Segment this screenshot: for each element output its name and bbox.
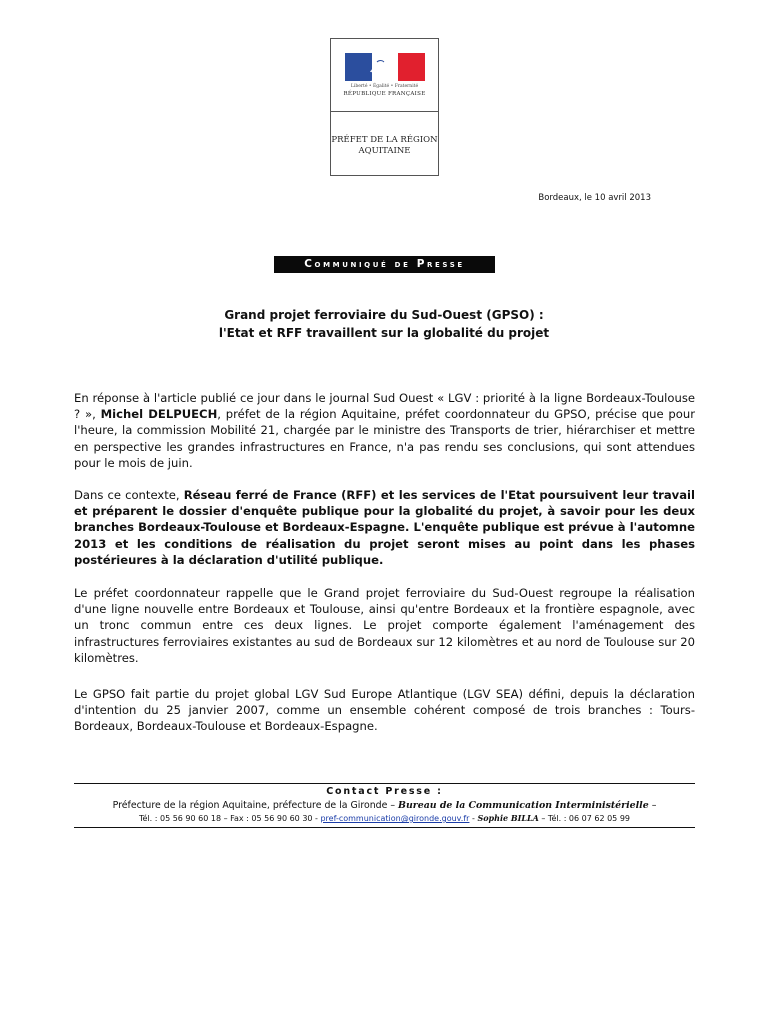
contact-prefecture: Préfecture de la région Aquitaine, préfecture de la Gironde – (112, 800, 399, 811)
republique-francaise-label: RÉPUBLIQUE FRANÇAISE (343, 91, 426, 97)
prefet-line-2: AQUITAINE (358, 146, 411, 156)
p2-text-a: Dans ce contexte, (74, 488, 184, 502)
contact-mobile: – Tél. : 06 07 62 05 99 (538, 814, 630, 823)
contact-person-name: Sophie BILLA (477, 813, 539, 823)
press-release-banner: Communiqué de Presse (274, 256, 495, 273)
p1-text-c: , préfet de la région Aquitaine, préfet coordonnateur du GPSO, précise que pour l'heure, la commission Mobilité 21, chargée par le ministre des Transports de trier, hiérarchiser et mettre en perspective les grandes infrastructures en France, n'a pas rendu ses conclusions, qui sont attendues pour le mois de juin. (74, 407, 695, 470)
contact-title: Contact Presse : (326, 786, 443, 797)
contact-bureau: Bureau de la Communication Interministérielle (398, 800, 649, 811)
contact-line-2 (74, 813, 695, 823)
logo-divider (331, 111, 438, 112)
contact-email-link[interactable]: pref-communication@gironde.gouv.fr (320, 814, 470, 823)
paragraph-2 (74, 487, 695, 568)
marianne-profile-icon (361, 55, 401, 79)
headline-line-1: Grand projet ferroviaire du Sud-Ouest (GPSO) : (224, 308, 544, 322)
contact-line-1 (74, 800, 695, 811)
p1-prefect-name: Michel DELPUECH (100, 407, 218, 422)
paragraph-4: Le GPSO fait partie du projet global LGV Sud Europe Atlantique (LGV SEA) défini, depuis la déclaration d'intention du 25 janvier 2007, comme un ensemble cohérent composé de trois branches : Tours-Bordeaux, Bordeaux-Toulouse et Bordeaux-Espagne. (74, 687, 695, 734)
contact-phone-fax: Tél. : 05 56 90 60 18 – Fax : 05 56 90 60 30 - (138, 814, 321, 823)
headline (74, 306, 694, 342)
dateline: Bordeaux, le 10 avril 2013 (538, 193, 651, 203)
prefet-line-1: PRÉFET DE LA RÉGION (331, 135, 438, 145)
contact-separator: - (469, 814, 478, 823)
contact-top-rule (74, 783, 695, 784)
p1-text-a: En réponse à l'article publié ce jour dans le journal Sud Ouest « LGV : priorité à la ligne Bordeaux-Toulouse ? », (74, 391, 695, 422)
prefecture-logo (330, 38, 439, 176)
p2-bold-text: Réseau ferré de France (RFF) et les services de l'Etat poursuivent leur travail et préparent le dossier d'enquête publique pour la globalité du projet, à savoir pour les deux branches Bordeaux-Toulouse et Bordeaux-Espagne. L'enquête publique est prévue à l'automne 2013 et les conditions de réalisation du projet seront mises au point dans les phases postérieures à la déclaration d'utilité publique. (74, 488, 696, 567)
contact-bottom-rule (74, 827, 695, 828)
headline-line-2: l'Etat et RFF travaillent sur la globalité du projet (218, 326, 550, 340)
contact-line1-dash: – (648, 800, 657, 811)
prefet-label (331, 135, 438, 157)
republic-motto: Liberté • Égalité • Fraternité (350, 84, 419, 89)
paragraph-3: Le préfet coordonnateur rappelle que le Grand projet ferroviaire du Sud-Ouest regroupe la réalisation d'une ligne nouvelle entre Bordeaux et Toulouse, ainsi qu'entre Bordeaux et la frontière espagnole, avec un tronc commun entre ces deux lignes. Le projet comporte également l'aménagement des infrastructures ferroviaires existantes au sud de Bordeaux sur 12 kilomètres et au nord de Toulouse sur 20 kilomètres. (74, 586, 695, 665)
paragraph-1 (74, 390, 695, 471)
